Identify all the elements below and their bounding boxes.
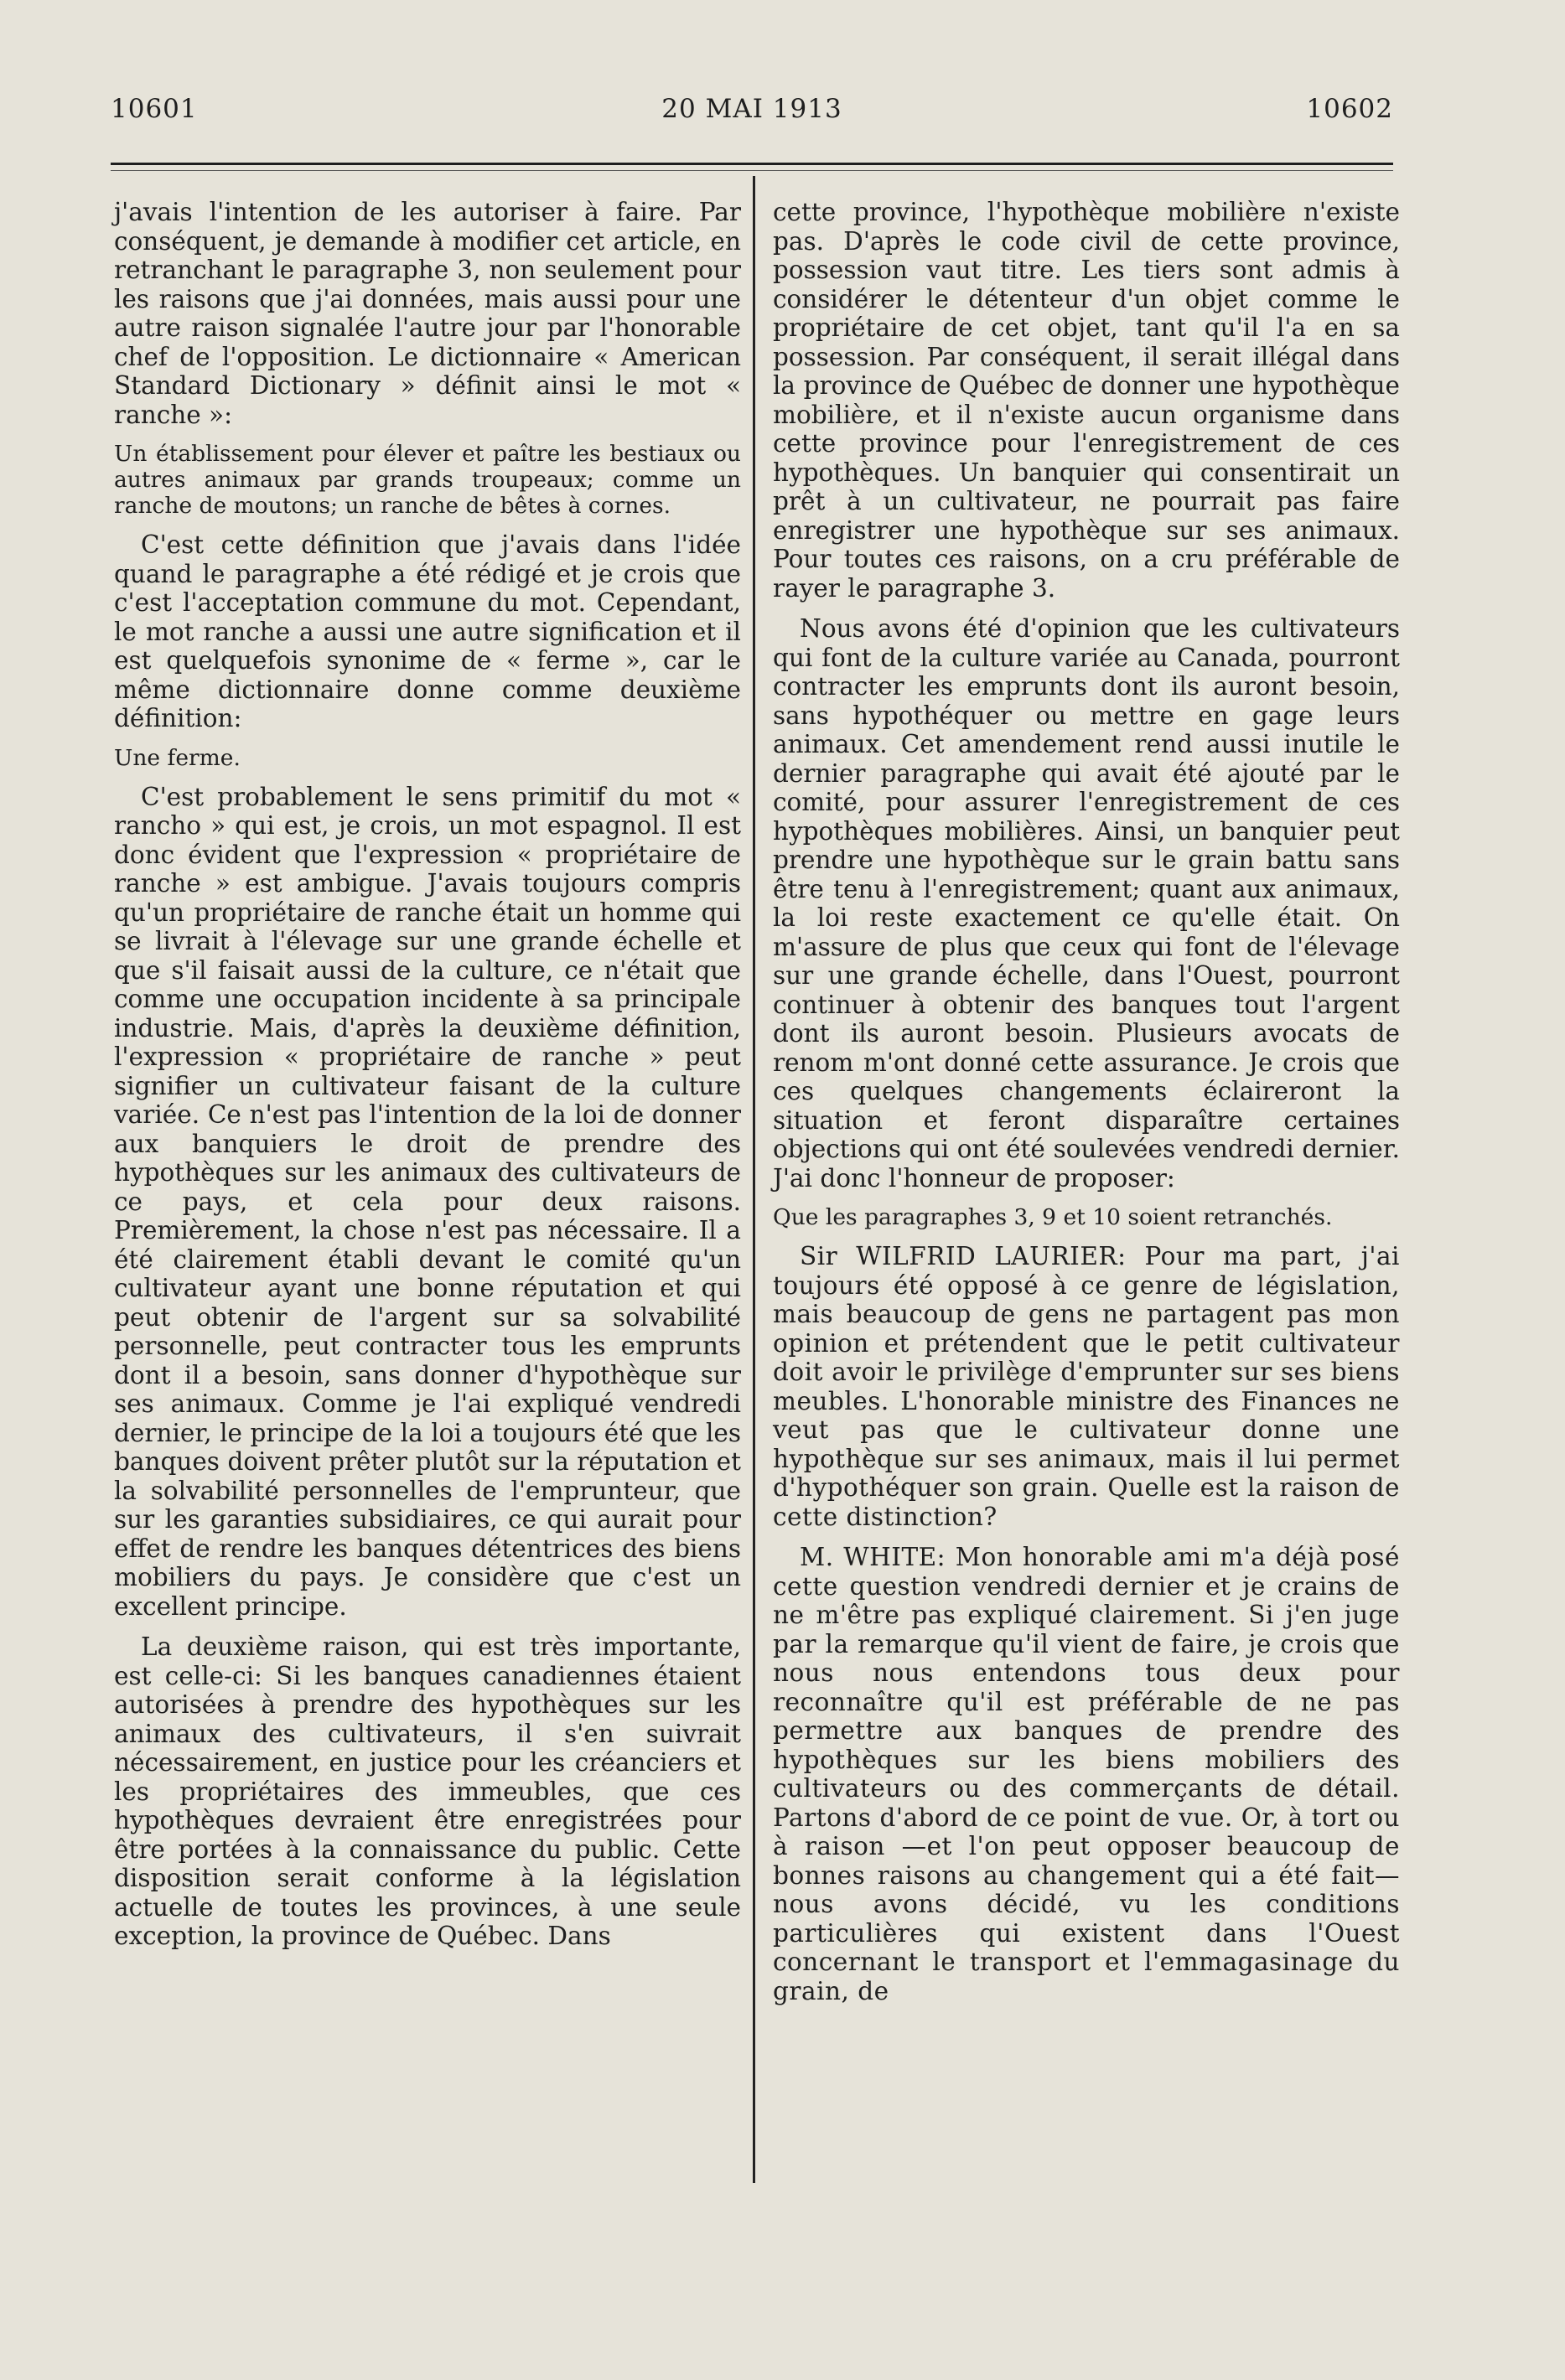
quotation: Un établissement pour élever et paître les bestiaux ou autres animaux par grands troupeaux; comme un ranche de moutons; un ranche de bêtes à cornes. bbox=[114, 441, 741, 519]
left-page-number: 10601 bbox=[111, 94, 198, 124]
header-rule bbox=[111, 163, 1393, 165]
motion-text: Que les paragraphes 3, 9 et 10 soient retranchés. bbox=[773, 1204, 1333, 1230]
paragraph: C'est cette définition que j'avais dans l'idée quand le paragraphe a été rédigé et je crois que c'est l'acceptation commune du mot. Cependant, le mot ranche a aussi une autre signification et il est quelquefois synonime de « ferme », car le même dictionnaire donne comme deuxième définition: bbox=[114, 530, 741, 732]
right-page-number: 10602 bbox=[1306, 94, 1393, 124]
paragraph: Nous avons été d'opinion que les cultivateurs qui font de la culture variée au Canada, pourront contracter les emprunts dont ils auront besoin, sans hypothéquer ou mettre en gage leurs animaux. Cet amendement rend aussi inutile le dernier paragraphe qui avait été ajouté par le comité, pour assurer l'enregistrement de ces hypothèques mobilières. Ainsi, un banquier peut prendre une hypothèque sur le grain battu sans être tenu à l'enregistrement; quant aux animaux, la loi reste exactement ce qu'elle était. On m'assure de plus que ceux qui font de l'élevage sur une grande échelle, dans l'Ouest, pourront continuer à obtenir des banques tout l'argent dont ils auront besoin. Plusieurs avocats de renom m'ont donné cette assurance. Je crois que ces quelques changements éclaireront la situation et feront disparaître certaines objections qui ont été soulevées vendredi dernier. J'ai donc l'honneur de proposer: bbox=[773, 614, 1400, 1193]
paragraph: j'avais l'intention de les autoriser à faire. Par conséquent, je demande à modifier cet article, en retranchant le paragraphe 3, non seulement pour les raisons que j'ai données, mais aussi pour une autre raison signalée l'autre jour par l'honorable chef de l'opposition. Le dictionnaire « American Standard Dictionary » définit ainsi le mot « ranche »: bbox=[114, 198, 741, 429]
speech-white: M. WHITE: Mon honorable ami m'a déjà posé cette question vendredi dernier et je crains de ne m'être pas expliqué clairement. Si j'en juge par la remarque qu'il vient de faire, je crois que nous nous entendons tous deux pour reconnaître qu'il est préférable de ne pas permettre aux banques de prendre des hypothèques sur les biens mobiliers des cultivateurs ou des commerçants de détail. Partons d'abord de ce point de vue. Or, à tort ou à raison —et l'on peut opposer beaucoup de bonnes raisons au changement qui a été fait—nous avons décidé, vu les conditions particulières qui existent dans l'Ouest concernant le transport et l'emmagasinage du grain, de bbox=[773, 1543, 1400, 2005]
quotation: Une ferme. bbox=[114, 744, 241, 771]
right-column bbox=[773, 198, 1400, 2017]
page-date: 20 MAI 1913 bbox=[661, 94, 842, 124]
page-header bbox=[111, 94, 1393, 136]
paragraph: cette province, l'hypothèque mobilière n'existe pas. D'après le code civil de cette province, possession vaut titre. Les tiers sont admis à considérer le détenteur d'un objet comme le propriétaire de cet objet, tant qu'il l'a en sa possession. Par conséquent, il serait illégal dans la province de Québec de donner une hypothèque mobilière, et il n'existe aucun organisme dans cette province pour l'enregistrement de ces hypothèques. Un banquier qui consentirait un prêt à un cultivateur, ne pourrait pas faire enregistrer une hypothèque sur ses animaux. Pour toutes ces raisons, on a cru préférable de rayer le paragraphe 3. bbox=[773, 198, 1400, 603]
speech-laurier: Sir WILFRID LAURIER: Pour ma part, j'ai toujours été opposé à ce genre de législation, mais beaucoup de gens ne partagent pas mon opinion et prétendent que le petit cultivateur doit avoir le privilège d'emprunter sur ses biens meubles. L'honorable ministre des Finances ne veut pas que le cultivateur donne une hypothèque sur ses animaux, mais il lui permet d'hypothéquer son grain. Quelle est la raison de cette distinction? bbox=[773, 1242, 1400, 1531]
left-column bbox=[114, 198, 741, 1963]
paragraph: La deuxième raison, qui est très importante, est celle-ci: Si les banques canadiennes étaient autorisées à prendre des hypothèques sur les animaux des cultivateurs, il s'en suivrait nécessairement, en justice pour les créanciers et les propriétaires des immeubles, que ces hypothèques devraient être enregistrées pour être portées à la connaissance du public. Cette disposition serait conforme à la législation actuelle de toutes les provinces, à une seule exception, la province de Québec. Dans bbox=[114, 1632, 741, 1950]
paragraph: C'est probablement le sens primitif du mot « rancho » qui est, je crois, un mot espagnol. Il est donc évident que l'expression « propriétaire de ranche » est ambigue. J'avais toujours compris qu'un propriétaire de ranche était un homme qui se livrait à l'élevage sur une grande échelle et que s'il faisait aussi de la culture, ce n'était que comme une occupation incidente à sa principale industrie. Mais, d'après la deuxième définition, l'expression « propriétaire de ranche » peut signifier un cultivateur faisant de la culture variée. Ce n'est pas l'intention de la loi de donner aux banquiers le droit de prendre des hypothèques sur les animaux des cultivateurs de ce pays, et cela pour deux raisons. Premièrement, la chose n'est pas nécessaire. Il a été clairement établi devant le comité qu'un cultivateur ayant une bonne réputation et qui peut obtenir de l'argent sur sa solvabilité personnelle, peut contracter tous les emprunts dont il a besoin, sans donner d'hypothèque sur ses animaux. Comme je l'ai expliqué vendredi dernier, le principe de la loi a toujours été que les banques doivent prêter plutôt sur la réputation et la solvabilité personnelles de l'emprunteur, que sur les garanties subsidiaires, ce qui aurait pour effet de rendre les banques détentrices des biens mobiliers du pays. Je considère que c'est un excellent principe. bbox=[114, 782, 741, 1621]
column-divider bbox=[753, 176, 755, 2183]
header-rule-thin bbox=[111, 170, 1393, 171]
